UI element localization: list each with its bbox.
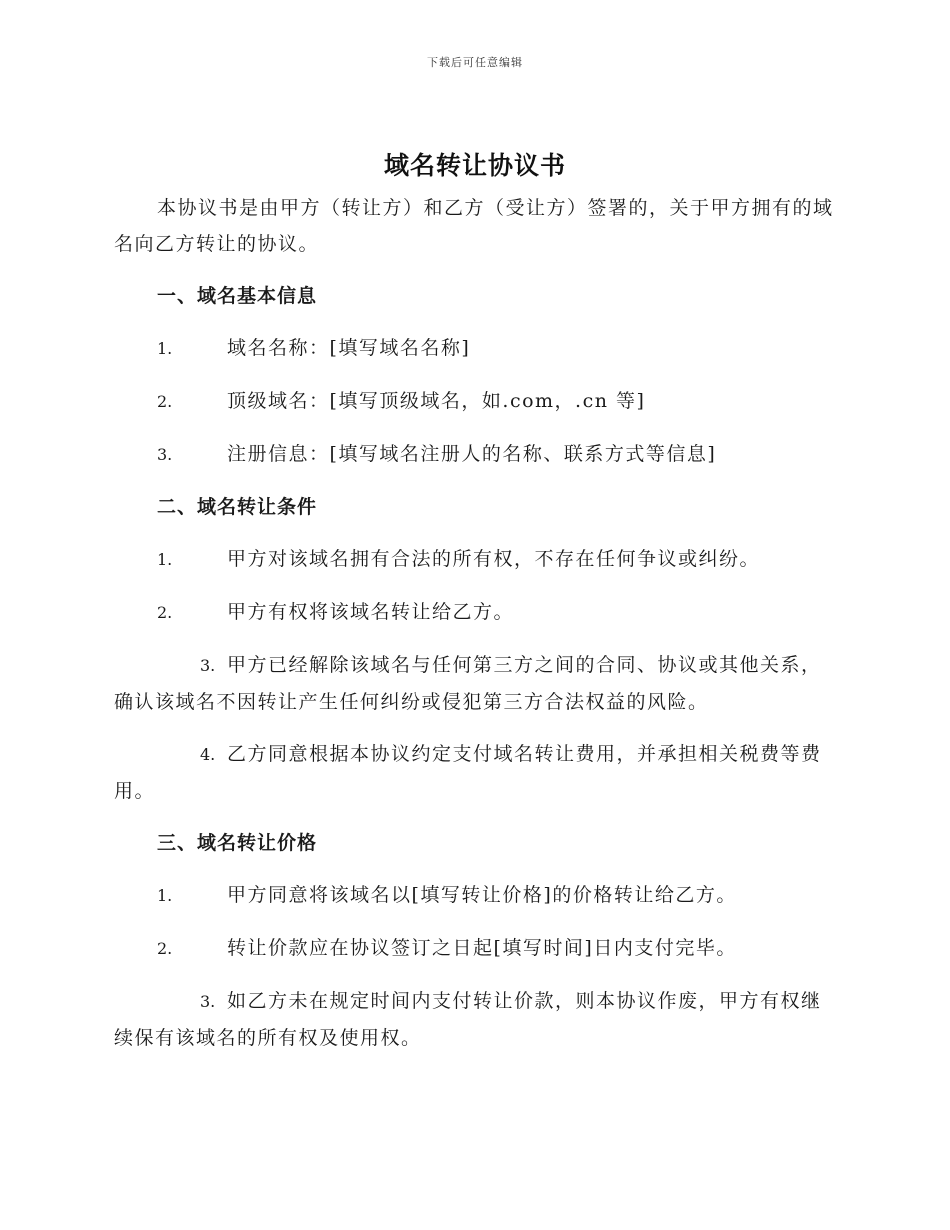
section-heading-3: 三、域名转让价格 [157, 832, 318, 854]
item-number: 4. [200, 745, 216, 764]
item-text: 甲方有权将该域名转让给乙方。 [227, 601, 515, 623]
list-item [114, 594, 836, 631]
list-item [114, 383, 836, 420]
list-item [114, 330, 836, 367]
item-number: 1. [157, 339, 173, 358]
item-text: 转让价款应在协议签订之日起[填写时间]日内支付完毕。 [227, 937, 737, 959]
list-item [114, 736, 836, 809]
item-text: 顶级域名：[填写顶级域名，如.com，.cn 等] [227, 390, 646, 412]
document-body [114, 190, 836, 1072]
list-item [114, 983, 836, 1056]
item-number: 3. [200, 992, 216, 1011]
item-text: 甲方同意将该域名以[填写转让价格]的价格转让给乙方。 [227, 884, 737, 906]
item-text: 甲方对该域名拥有合法的所有权，不存在任何争议或纠纷。 [227, 548, 761, 570]
item-number: 2. [157, 392, 173, 411]
item-number: 1. [157, 550, 173, 569]
item-number: 3. [200, 656, 216, 675]
list-item [114, 877, 836, 914]
item-number: 3. [157, 445, 173, 464]
item-number: 1. [157, 886, 173, 905]
list-item [114, 647, 836, 720]
item-number: 2. [157, 603, 173, 622]
list-item [114, 541, 836, 578]
item-text: 域名名称：[填写域名名称] [227, 337, 471, 359]
list-item [114, 436, 836, 473]
item-text: 甲方已经解除该域名与任何第三方之间的合同、协议或其他关系，确认该域名不因转让产生任何纠纷或侵犯第三方合法权益的风险。 [114, 654, 822, 713]
section-heading-1: 一、域名基本信息 [157, 285, 318, 307]
list-item [114, 930, 836, 967]
item-number: 2. [157, 939, 173, 958]
document-title: 域名转让协议书 [383, 151, 566, 180]
item-text: 注册信息：[填写域名注册人的名称、联系方式等信息] [227, 443, 717, 465]
header-note: 下载后可任意编辑 [427, 56, 523, 69]
intro-paragraph: 本协议书是由甲方（转让方）和乙方（受让方）签署的，关于甲方拥有的域名向乙方转让的协议。 [114, 197, 834, 255]
section-heading-2: 二、域名转让条件 [157, 496, 318, 518]
item-text: 乙方同意根据本协议约定支付域名转让费用，并承担相关税费等费用。 [114, 743, 822, 802]
item-text: 如乙方未在规定时间内支付转让价款，则本协议作废，甲方有权继续保有该域名的所有权及使用权。 [114, 990, 822, 1049]
